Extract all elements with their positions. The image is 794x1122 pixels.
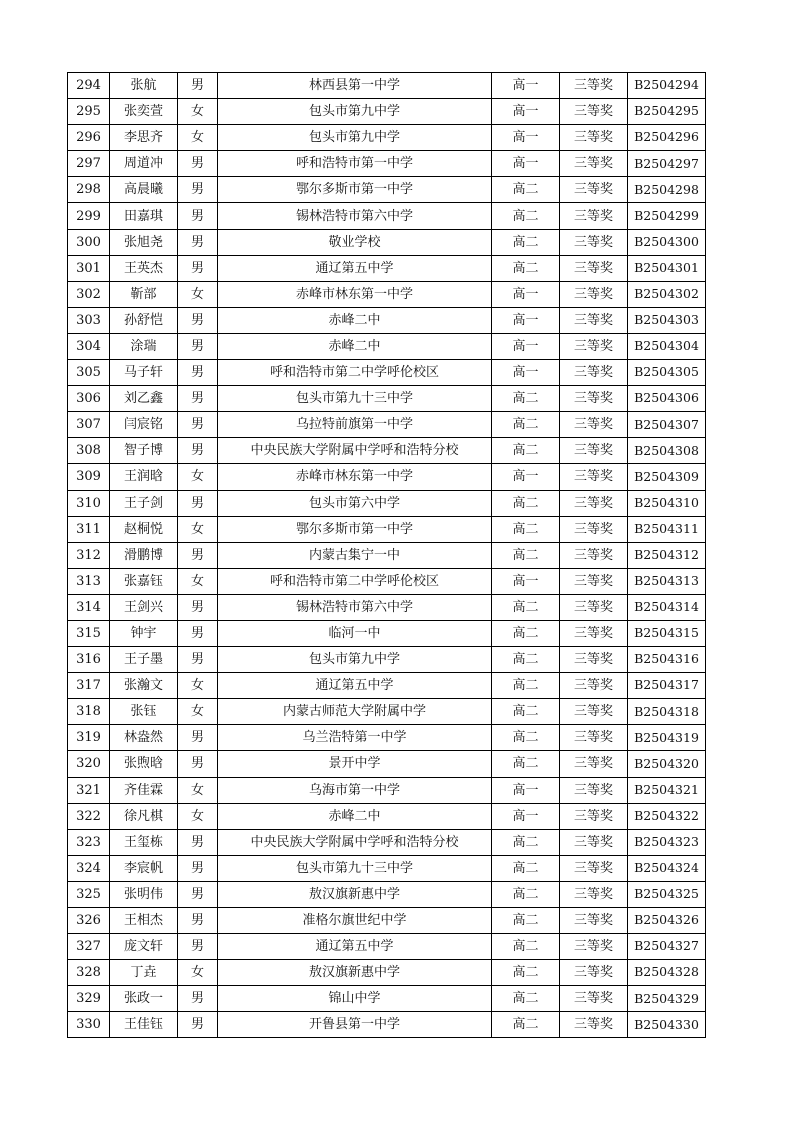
school-cell: 锦山中学 bbox=[218, 986, 492, 1012]
school-cell: 中央民族大学附属中学呼和浩特分校 bbox=[218, 829, 492, 855]
table-row bbox=[68, 438, 706, 464]
award-level-cell: 三等奖 bbox=[560, 151, 628, 177]
certificate-id-cell: B2504329 bbox=[628, 986, 706, 1012]
school-cell: 赤峰二中 bbox=[218, 333, 492, 359]
gender-cell: 男 bbox=[178, 725, 218, 751]
student-name-cell: 王子墨 bbox=[110, 647, 178, 673]
gender-cell: 女 bbox=[178, 960, 218, 986]
award-level-cell: 三等奖 bbox=[560, 620, 628, 646]
award-level-cell: 三等奖 bbox=[560, 73, 628, 99]
award-level-cell: 三等奖 bbox=[560, 855, 628, 881]
gender-cell: 女 bbox=[178, 699, 218, 725]
certificate-id-cell: B2504308 bbox=[628, 438, 706, 464]
certificate-id-cell: B2504322 bbox=[628, 803, 706, 829]
table-row bbox=[68, 647, 706, 673]
award-level-cell: 三等奖 bbox=[560, 333, 628, 359]
student-name-cell: 庞文轩 bbox=[110, 934, 178, 960]
student-name-cell: 张钰 bbox=[110, 699, 178, 725]
award-level-cell: 三等奖 bbox=[560, 438, 628, 464]
student-name-cell: 周道冲 bbox=[110, 151, 178, 177]
award-level-cell: 三等奖 bbox=[560, 255, 628, 281]
table-row bbox=[68, 1012, 706, 1038]
table-row bbox=[68, 360, 706, 386]
student-name-cell: 张奕萱 bbox=[110, 99, 178, 125]
award-level-cell: 三等奖 bbox=[560, 699, 628, 725]
table-row bbox=[68, 908, 706, 934]
gender-cell: 女 bbox=[178, 803, 218, 829]
grade-cell: 高二 bbox=[492, 490, 560, 516]
gender-cell: 男 bbox=[178, 647, 218, 673]
award-level-cell: 三等奖 bbox=[560, 960, 628, 986]
row-number-cell: 307 bbox=[68, 412, 110, 438]
school-cell: 包头市第九十三中学 bbox=[218, 855, 492, 881]
award-level-cell: 三等奖 bbox=[560, 307, 628, 333]
gender-cell: 男 bbox=[178, 751, 218, 777]
table-row bbox=[68, 725, 706, 751]
student-name-cell: 张煦晗 bbox=[110, 751, 178, 777]
award-table bbox=[67, 72, 706, 1038]
student-name-cell: 李宸帆 bbox=[110, 855, 178, 881]
table-row bbox=[68, 412, 706, 438]
row-number-cell: 296 bbox=[68, 125, 110, 151]
certificate-id-cell: B2504326 bbox=[628, 908, 706, 934]
table-row bbox=[68, 881, 706, 907]
award-level-cell: 三等奖 bbox=[560, 177, 628, 203]
row-number-cell: 319 bbox=[68, 725, 110, 751]
row-number-cell: 315 bbox=[68, 620, 110, 646]
student-name-cell: 李思齐 bbox=[110, 125, 178, 151]
award-level-cell: 三等奖 bbox=[560, 490, 628, 516]
student-name-cell: 钟宇 bbox=[110, 620, 178, 646]
row-number-cell: 300 bbox=[68, 229, 110, 255]
certificate-id-cell: B2504317 bbox=[628, 673, 706, 699]
gender-cell: 男 bbox=[178, 829, 218, 855]
student-name-cell: 张瀚文 bbox=[110, 673, 178, 699]
row-number-cell: 303 bbox=[68, 307, 110, 333]
gender-cell: 女 bbox=[178, 99, 218, 125]
award-level-cell: 三等奖 bbox=[560, 986, 628, 1012]
table-row bbox=[68, 855, 706, 881]
gender-cell: 男 bbox=[178, 151, 218, 177]
grade-cell: 高二 bbox=[492, 725, 560, 751]
gender-cell: 男 bbox=[178, 620, 218, 646]
table-row bbox=[68, 568, 706, 594]
gender-cell: 男 bbox=[178, 908, 218, 934]
school-cell: 锡林浩特市第六中学 bbox=[218, 203, 492, 229]
student-name-cell: 丁垚 bbox=[110, 960, 178, 986]
table-row bbox=[68, 151, 706, 177]
row-number-cell: 302 bbox=[68, 281, 110, 307]
row-number-cell: 305 bbox=[68, 360, 110, 386]
certificate-id-cell: B2504327 bbox=[628, 934, 706, 960]
school-cell: 开鲁县第一中学 bbox=[218, 1012, 492, 1038]
certificate-id-cell: B2504311 bbox=[628, 516, 706, 542]
school-cell: 赤峰二中 bbox=[218, 307, 492, 333]
certificate-id-cell: B2504294 bbox=[628, 73, 706, 99]
row-number-cell: 322 bbox=[68, 803, 110, 829]
table-row bbox=[68, 829, 706, 855]
gender-cell: 男 bbox=[178, 881, 218, 907]
student-name-cell: 王相杰 bbox=[110, 908, 178, 934]
row-number-cell: 308 bbox=[68, 438, 110, 464]
grade-cell: 高二 bbox=[492, 855, 560, 881]
student-name-cell: 滑鹏博 bbox=[110, 542, 178, 568]
table-row bbox=[68, 333, 706, 359]
award-level-cell: 三等奖 bbox=[560, 934, 628, 960]
grade-cell: 高二 bbox=[492, 203, 560, 229]
student-name-cell: 马子轩 bbox=[110, 360, 178, 386]
student-name-cell: 王英杰 bbox=[110, 255, 178, 281]
certificate-id-cell: B2504295 bbox=[628, 99, 706, 125]
student-name-cell: 张政一 bbox=[110, 986, 178, 1012]
student-name-cell: 徐凡棋 bbox=[110, 803, 178, 829]
grade-cell: 高一 bbox=[492, 333, 560, 359]
grade-cell: 高二 bbox=[492, 1012, 560, 1038]
school-cell: 鄂尔多斯市第一中学 bbox=[218, 516, 492, 542]
row-number-cell: 295 bbox=[68, 99, 110, 125]
row-number-cell: 316 bbox=[68, 647, 110, 673]
table-row bbox=[68, 699, 706, 725]
grade-cell: 高二 bbox=[492, 386, 560, 412]
certificate-id-cell: B2504310 bbox=[628, 490, 706, 516]
grade-cell: 高二 bbox=[492, 542, 560, 568]
gender-cell: 男 bbox=[178, 934, 218, 960]
table-row bbox=[68, 386, 706, 412]
school-cell: 包头市第九中学 bbox=[218, 99, 492, 125]
certificate-id-cell: B2504307 bbox=[628, 412, 706, 438]
grade-cell: 高二 bbox=[492, 620, 560, 646]
certificate-id-cell: B2504300 bbox=[628, 229, 706, 255]
grade-cell: 高二 bbox=[492, 412, 560, 438]
grade-cell: 高二 bbox=[492, 986, 560, 1012]
certificate-id-cell: B2504323 bbox=[628, 829, 706, 855]
gender-cell: 男 bbox=[178, 594, 218, 620]
gender-cell: 男 bbox=[178, 490, 218, 516]
school-cell: 通辽第五中学 bbox=[218, 673, 492, 699]
row-number-cell: 329 bbox=[68, 986, 110, 1012]
certificate-id-cell: B2504325 bbox=[628, 881, 706, 907]
table-row bbox=[68, 229, 706, 255]
certificate-id-cell: B2504321 bbox=[628, 777, 706, 803]
award-level-cell: 三等奖 bbox=[560, 803, 628, 829]
certificate-id-cell: B2504296 bbox=[628, 125, 706, 151]
row-number-cell: 301 bbox=[68, 255, 110, 281]
gender-cell: 男 bbox=[178, 855, 218, 881]
row-number-cell: 330 bbox=[68, 1012, 110, 1038]
award-level-cell: 三等奖 bbox=[560, 777, 628, 803]
certificate-id-cell: B2504298 bbox=[628, 177, 706, 203]
gender-cell: 男 bbox=[178, 386, 218, 412]
school-cell: 中央民族大学附属中学呼和浩特分校 bbox=[218, 438, 492, 464]
student-name-cell: 涂瑞 bbox=[110, 333, 178, 359]
certificate-id-cell: B2504301 bbox=[628, 255, 706, 281]
gender-cell: 女 bbox=[178, 673, 218, 699]
award-level-cell: 三等奖 bbox=[560, 725, 628, 751]
certificate-id-cell: B2504320 bbox=[628, 751, 706, 777]
certificate-id-cell: B2504304 bbox=[628, 333, 706, 359]
grade-cell: 高二 bbox=[492, 516, 560, 542]
grade-cell: 高二 bbox=[492, 647, 560, 673]
table-row bbox=[68, 99, 706, 125]
row-number-cell: 306 bbox=[68, 386, 110, 412]
row-number-cell: 297 bbox=[68, 151, 110, 177]
award-level-cell: 三等奖 bbox=[560, 464, 628, 490]
grade-cell: 高二 bbox=[492, 255, 560, 281]
gender-cell: 女 bbox=[178, 777, 218, 803]
row-number-cell: 328 bbox=[68, 960, 110, 986]
row-number-cell: 326 bbox=[68, 908, 110, 934]
certificate-id-cell: B2504299 bbox=[628, 203, 706, 229]
school-cell: 包头市第九中学 bbox=[218, 125, 492, 151]
school-cell: 呼和浩特市第二中学呼伦校区 bbox=[218, 568, 492, 594]
gender-cell: 男 bbox=[178, 412, 218, 438]
row-number-cell: 294 bbox=[68, 73, 110, 99]
grade-cell: 高一 bbox=[492, 281, 560, 307]
certificate-id-cell: B2504302 bbox=[628, 281, 706, 307]
grade-cell: 高二 bbox=[492, 438, 560, 464]
grade-cell: 高二 bbox=[492, 960, 560, 986]
grade-cell: 高二 bbox=[492, 829, 560, 855]
table-row bbox=[68, 490, 706, 516]
grade-cell: 高二 bbox=[492, 699, 560, 725]
award-level-cell: 三等奖 bbox=[560, 125, 628, 151]
grade-cell: 高二 bbox=[492, 751, 560, 777]
school-cell: 赤峰市林东第一中学 bbox=[218, 464, 492, 490]
gender-cell: 男 bbox=[178, 203, 218, 229]
student-name-cell: 孙舒恺 bbox=[110, 307, 178, 333]
student-name-cell: 林盎然 bbox=[110, 725, 178, 751]
table-row bbox=[68, 542, 706, 568]
gender-cell: 男 bbox=[178, 1012, 218, 1038]
certificate-id-cell: B2504297 bbox=[628, 151, 706, 177]
gender-cell: 男 bbox=[178, 333, 218, 359]
grade-cell: 高二 bbox=[492, 177, 560, 203]
student-name-cell: 智子博 bbox=[110, 438, 178, 464]
grade-cell: 高一 bbox=[492, 307, 560, 333]
award-level-cell: 三等奖 bbox=[560, 229, 628, 255]
student-name-cell: 张航 bbox=[110, 73, 178, 99]
row-number-cell: 310 bbox=[68, 490, 110, 516]
row-number-cell: 325 bbox=[68, 881, 110, 907]
table-row bbox=[68, 620, 706, 646]
certificate-id-cell: B2504319 bbox=[628, 725, 706, 751]
school-cell: 敖汉旗新惠中学 bbox=[218, 960, 492, 986]
gender-cell: 男 bbox=[178, 986, 218, 1012]
award-level-cell: 三等奖 bbox=[560, 751, 628, 777]
table-row bbox=[68, 516, 706, 542]
certificate-id-cell: B2504330 bbox=[628, 1012, 706, 1038]
student-name-cell: 张明伟 bbox=[110, 881, 178, 907]
gender-cell: 男 bbox=[178, 542, 218, 568]
grade-cell: 高二 bbox=[492, 673, 560, 699]
school-cell: 赤峰市林东第一中学 bbox=[218, 281, 492, 307]
grade-cell: 高一 bbox=[492, 568, 560, 594]
table-row bbox=[68, 255, 706, 281]
row-number-cell: 321 bbox=[68, 777, 110, 803]
student-name-cell: 赵桐悦 bbox=[110, 516, 178, 542]
award-level-cell: 三等奖 bbox=[560, 673, 628, 699]
row-number-cell: 327 bbox=[68, 934, 110, 960]
school-cell: 赤峰二中 bbox=[218, 803, 492, 829]
row-number-cell: 323 bbox=[68, 829, 110, 855]
school-cell: 景开中学 bbox=[218, 751, 492, 777]
grade-cell: 高一 bbox=[492, 99, 560, 125]
student-name-cell: 闫宸铭 bbox=[110, 412, 178, 438]
grade-cell: 高一 bbox=[492, 125, 560, 151]
table-row bbox=[68, 673, 706, 699]
row-number-cell: 324 bbox=[68, 855, 110, 881]
award-table-body bbox=[68, 73, 706, 1038]
certificate-id-cell: B2504328 bbox=[628, 960, 706, 986]
table-row bbox=[68, 177, 706, 203]
certificate-id-cell: B2504305 bbox=[628, 360, 706, 386]
row-number-cell: 298 bbox=[68, 177, 110, 203]
school-cell: 包头市第九十三中学 bbox=[218, 386, 492, 412]
student-name-cell: 田嘉琪 bbox=[110, 203, 178, 229]
school-cell: 内蒙古师范大学附属中学 bbox=[218, 699, 492, 725]
gender-cell: 男 bbox=[178, 73, 218, 99]
student-name-cell: 张嘉钰 bbox=[110, 568, 178, 594]
gender-cell: 男 bbox=[178, 229, 218, 255]
certificate-id-cell: B2504314 bbox=[628, 594, 706, 620]
row-number-cell: 320 bbox=[68, 751, 110, 777]
table-row bbox=[68, 594, 706, 620]
award-level-cell: 三等奖 bbox=[560, 1012, 628, 1038]
gender-cell: 男 bbox=[178, 360, 218, 386]
student-name-cell: 王玺栋 bbox=[110, 829, 178, 855]
award-level-cell: 三等奖 bbox=[560, 594, 628, 620]
row-number-cell: 311 bbox=[68, 516, 110, 542]
award-level-cell: 三等奖 bbox=[560, 908, 628, 934]
grade-cell: 高一 bbox=[492, 803, 560, 829]
student-name-cell: 高晨曦 bbox=[110, 177, 178, 203]
row-number-cell: 309 bbox=[68, 464, 110, 490]
table-row bbox=[68, 464, 706, 490]
award-level-cell: 三等奖 bbox=[560, 386, 628, 412]
row-number-cell: 313 bbox=[68, 568, 110, 594]
student-name-cell: 王子剑 bbox=[110, 490, 178, 516]
grade-cell: 高一 bbox=[492, 360, 560, 386]
table-row bbox=[68, 125, 706, 151]
student-name-cell: 王剑兴 bbox=[110, 594, 178, 620]
student-name-cell: 齐佳霖 bbox=[110, 777, 178, 803]
award-level-cell: 三等奖 bbox=[560, 360, 628, 386]
school-cell: 乌拉特前旗第一中学 bbox=[218, 412, 492, 438]
award-level-cell: 三等奖 bbox=[560, 281, 628, 307]
award-level-cell: 三等奖 bbox=[560, 542, 628, 568]
table-row bbox=[68, 281, 706, 307]
certificate-id-cell: B2504303 bbox=[628, 307, 706, 333]
school-cell: 临河一中 bbox=[218, 620, 492, 646]
gender-cell: 男 bbox=[178, 255, 218, 281]
grade-cell: 高一 bbox=[492, 777, 560, 803]
student-name-cell: 刘乙鑫 bbox=[110, 386, 178, 412]
grade-cell: 高二 bbox=[492, 934, 560, 960]
school-cell: 乌海市第一中学 bbox=[218, 777, 492, 803]
award-level-cell: 三等奖 bbox=[560, 647, 628, 673]
certificate-id-cell: B2504318 bbox=[628, 699, 706, 725]
gender-cell: 女 bbox=[178, 568, 218, 594]
school-cell: 内蒙古集宁一中 bbox=[218, 542, 492, 568]
school-cell: 通辽第五中学 bbox=[218, 255, 492, 281]
gender-cell: 女 bbox=[178, 125, 218, 151]
school-cell: 锡林浩特市第六中学 bbox=[218, 594, 492, 620]
grade-cell: 高一 bbox=[492, 73, 560, 99]
table-row bbox=[68, 934, 706, 960]
row-number-cell: 317 bbox=[68, 673, 110, 699]
school-cell: 鄂尔多斯市第一中学 bbox=[218, 177, 492, 203]
table-row bbox=[68, 203, 706, 229]
school-cell: 敬业学校 bbox=[218, 229, 492, 255]
certificate-id-cell: B2504324 bbox=[628, 855, 706, 881]
grade-cell: 高二 bbox=[492, 881, 560, 907]
gender-cell: 女 bbox=[178, 281, 218, 307]
student-name-cell: 王润晗 bbox=[110, 464, 178, 490]
school-cell: 包头市第六中学 bbox=[218, 490, 492, 516]
grade-cell: 高一 bbox=[492, 151, 560, 177]
school-cell: 包头市第九中学 bbox=[218, 647, 492, 673]
table-row bbox=[68, 751, 706, 777]
award-level-cell: 三等奖 bbox=[560, 203, 628, 229]
certificate-id-cell: B2504309 bbox=[628, 464, 706, 490]
row-number-cell: 314 bbox=[68, 594, 110, 620]
award-level-cell: 三等奖 bbox=[560, 881, 628, 907]
grade-cell: 高二 bbox=[492, 594, 560, 620]
table-row bbox=[68, 777, 706, 803]
grade-cell: 高二 bbox=[492, 229, 560, 255]
row-number-cell: 299 bbox=[68, 203, 110, 229]
school-cell: 敖汉旗新惠中学 bbox=[218, 881, 492, 907]
grade-cell: 高一 bbox=[492, 464, 560, 490]
table-row bbox=[68, 73, 706, 99]
gender-cell: 女 bbox=[178, 464, 218, 490]
certificate-id-cell: B2504313 bbox=[628, 568, 706, 594]
table-row bbox=[68, 960, 706, 986]
row-number-cell: 304 bbox=[68, 333, 110, 359]
grade-cell: 高二 bbox=[492, 908, 560, 934]
award-level-cell: 三等奖 bbox=[560, 412, 628, 438]
school-cell: 呼和浩特市第二中学呼伦校区 bbox=[218, 360, 492, 386]
certificate-id-cell: B2504316 bbox=[628, 647, 706, 673]
gender-cell: 男 bbox=[178, 307, 218, 333]
table-row bbox=[68, 803, 706, 829]
award-level-cell: 三等奖 bbox=[560, 829, 628, 855]
award-level-cell: 三等奖 bbox=[560, 568, 628, 594]
certificate-id-cell: B2504312 bbox=[628, 542, 706, 568]
school-cell: 林西县第一中学 bbox=[218, 73, 492, 99]
gender-cell: 男 bbox=[178, 438, 218, 464]
award-level-cell: 三等奖 bbox=[560, 99, 628, 125]
table-row bbox=[68, 986, 706, 1012]
student-name-cell: 王佳钰 bbox=[110, 1012, 178, 1038]
school-cell: 乌兰浩特第一中学 bbox=[218, 725, 492, 751]
table-row bbox=[68, 307, 706, 333]
certificate-id-cell: B2504306 bbox=[628, 386, 706, 412]
student-name-cell: 靳部 bbox=[110, 281, 178, 307]
row-number-cell: 312 bbox=[68, 542, 110, 568]
row-number-cell: 318 bbox=[68, 699, 110, 725]
certificate-id-cell: B2504315 bbox=[628, 620, 706, 646]
school-cell: 通辽第五中学 bbox=[218, 934, 492, 960]
school-cell: 呼和浩特市第一中学 bbox=[218, 151, 492, 177]
gender-cell: 女 bbox=[178, 516, 218, 542]
student-name-cell: 张旭尧 bbox=[110, 229, 178, 255]
gender-cell: 男 bbox=[178, 177, 218, 203]
school-cell: 准格尔旗世纪中学 bbox=[218, 908, 492, 934]
award-level-cell: 三等奖 bbox=[560, 516, 628, 542]
